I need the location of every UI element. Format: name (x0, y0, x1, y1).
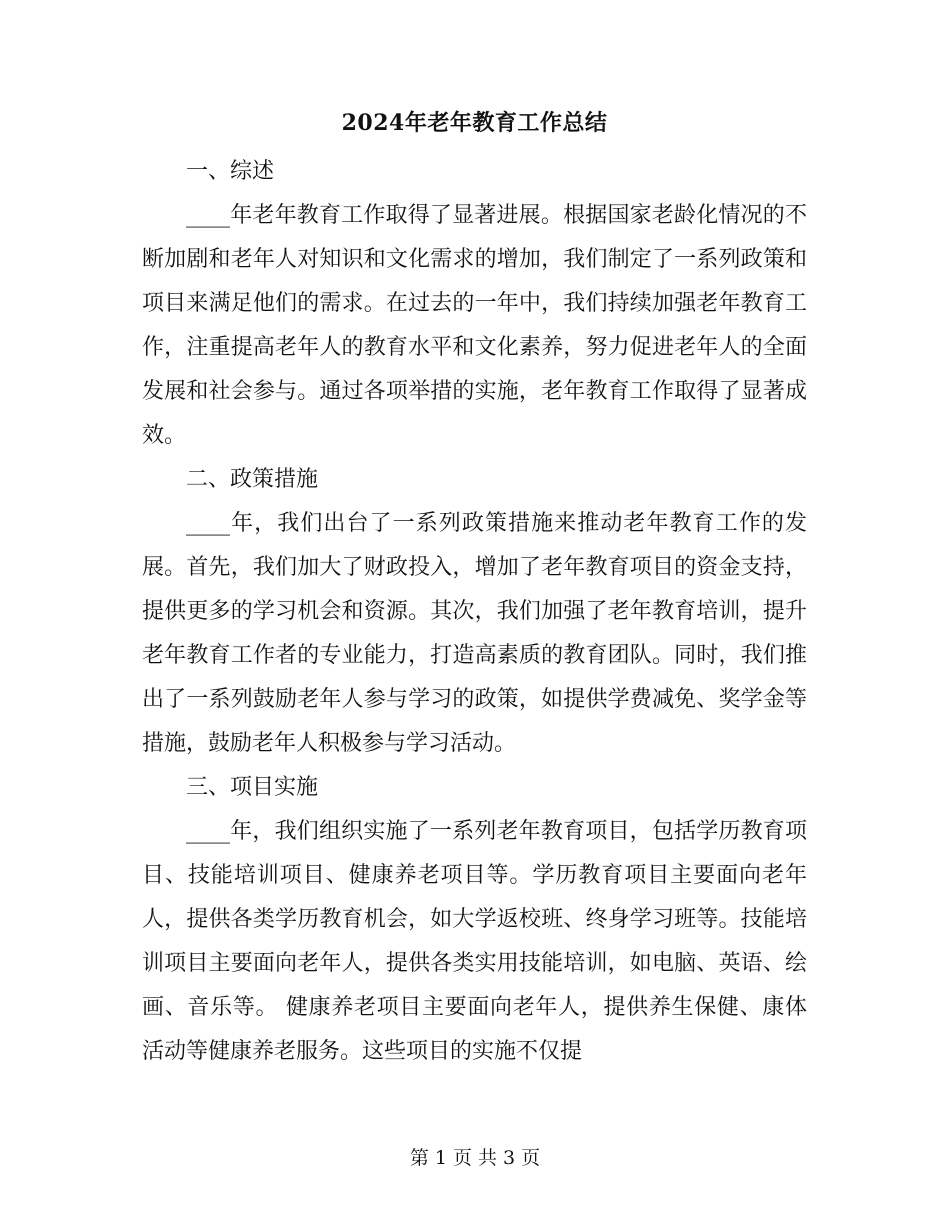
section-paragraph-overview: ____年老年教育工作取得了显著进展。根据国家老龄化情况的不断加剧和老年人对知识和文化需求的增加，我们制定了一系列政策和项目来满足他们的需求。在过去的一年中，我们持续加强老年教育工作，注重提高老年人的教育水平和文化素养，努力促进老年人的全面发展和社会参与。通过各项举措的实施，老年教育工作取得了显著成效。 (142, 203, 807, 448)
document-title: 2024年老年教育工作总结 (341, 110, 608, 136)
section-heading-policy: 二、政策措施 (186, 467, 319, 492)
page-footer: 第 1 页 共 3 页 (409, 1147, 541, 1169)
section-paragraph-projects: ____年，我们组织实施了一系列老年教育项目，包括学历教育项目、技能培训项目、健康养老项目等。学历教育项目主要面向老年人，提供各类学历教育机会，如大学返校班、终身学习班等。技能培训项目主要面向老年人，提供各类实用技能培训，如电脑、英语、绘画、音乐等。 健康养老项目主要面向老年人，提供养生保健、康体活动等健康养老服务。这些项目的实施不仅提 (142, 819, 807, 1064)
section-heading-overview: 一、综述 (186, 159, 275, 184)
document-body (142, 104, 807, 1074)
section-heading-projects: 三、项目实施 (186, 775, 319, 800)
section-paragraph-policy: ____年，我们出台了一系列政策措施来推动老年教育工作的发展。首先，我们加大了财政投入，增加了老年教育项目的资金支持，提供更多的学习机会和资源。其次，我们加强了老年教育培训，提升老年教育工作者的专业能力，打造高素质的教育团队。同时，我们推出了一系列鼓励老年人参与学习的政策，如提供学费减免、奖学金等措施，鼓励老年人积极参与学习活动。 (142, 511, 807, 756)
